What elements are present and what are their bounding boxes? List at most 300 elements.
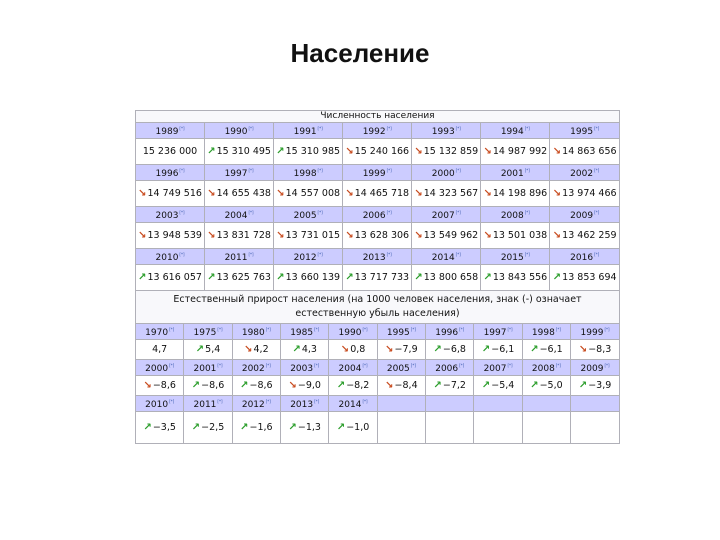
footnote-link[interactable]: [*]	[265, 327, 271, 332]
value-text: −7,9	[394, 344, 418, 355]
empty-cell	[426, 396, 474, 412]
footnote-link[interactable]: [*]	[169, 363, 175, 368]
year-label: 2001	[500, 169, 524, 179]
value-cell	[281, 412, 329, 444]
value-text: 15 240 166	[354, 146, 410, 157]
value-text: −7,2	[442, 380, 466, 391]
footnote-link[interactable]: [*]	[594, 126, 600, 131]
year-header-row	[136, 165, 620, 181]
value-cell	[232, 376, 280, 396]
value-text: −1,0	[346, 422, 370, 433]
year-label: 2004	[224, 211, 248, 221]
footnote-link[interactable]: [*]	[248, 210, 254, 215]
arrow-down-right-icon: ↘	[138, 188, 147, 199]
empty-cell	[426, 412, 474, 444]
value-cell	[412, 139, 481, 165]
year-label: 2003	[290, 364, 314, 374]
year-label: 1990	[338, 328, 362, 338]
year-cell	[343, 249, 412, 265]
year-cell	[136, 396, 184, 412]
footnote-link[interactable]: [*]	[248, 168, 254, 173]
year-cell	[550, 207, 620, 223]
year-label: 1995	[570, 127, 594, 137]
arrow-down-right-icon: ↘	[345, 188, 354, 199]
arrow-up-right-icon: ↗	[433, 344, 442, 355]
footnote-link[interactable]: [*]	[524, 210, 530, 215]
arrow-up-right-icon: ↗	[530, 380, 539, 391]
population-table	[135, 110, 620, 444]
value-cell	[274, 265, 343, 291]
year-label: 1993	[431, 127, 455, 137]
population-caption-row	[136, 111, 620, 123]
value-text: −5,4	[491, 380, 515, 391]
value-text: 4,7	[152, 344, 168, 355]
value-text: 13 660 139	[285, 272, 341, 283]
year-cell	[136, 165, 205, 181]
year-cell	[184, 396, 232, 412]
footnote-link[interactable]: [*]	[179, 210, 185, 215]
value-text: −8,3	[588, 344, 612, 355]
value-cell	[281, 340, 329, 360]
arrow-down-right-icon: ↘	[483, 188, 492, 199]
footnote-link[interactable]: [*]	[410, 363, 416, 368]
year-cell	[550, 249, 620, 265]
footnote-link[interactable]: [*]	[555, 363, 561, 368]
population-caption: Численность населения	[136, 111, 620, 123]
footnote-link[interactable]: [*]	[386, 210, 392, 215]
arrow-up-right-icon: ↗	[276, 272, 285, 283]
year-label: 2003	[155, 211, 179, 221]
empty-cell	[474, 396, 522, 412]
arrow-up-right-icon: ↗	[143, 422, 152, 433]
year-cell	[481, 207, 550, 223]
value-cell	[136, 223, 205, 249]
year-cell	[136, 324, 184, 340]
year-header-row	[136, 207, 620, 223]
year-cell	[481, 165, 550, 181]
value-cell	[343, 181, 412, 207]
footnote-link[interactable]: [*]	[362, 363, 368, 368]
year-header-row	[136, 249, 620, 265]
footnote-link[interactable]: [*]	[317, 252, 323, 257]
footnote-link[interactable]: [*]	[217, 327, 223, 332]
footnote-link[interactable]: [*]	[524, 252, 530, 257]
footnote-link[interactable]: [*]	[169, 327, 175, 332]
arrow-down-right-icon: ↘	[552, 188, 562, 199]
value-cell	[571, 376, 620, 396]
arrow-down-right-icon: ↘	[207, 188, 216, 199]
arrow-down-right-icon: ↘	[385, 380, 394, 391]
value-cell	[426, 340, 474, 360]
value-cell	[550, 139, 620, 165]
value-cell	[412, 265, 481, 291]
empty-cell	[571, 396, 620, 412]
year-label: 2008	[500, 211, 524, 221]
footnote-link[interactable]: [*]	[524, 168, 530, 173]
year-label: 2000	[431, 169, 455, 179]
year-label: 2009	[570, 211, 594, 221]
year-cell	[274, 249, 343, 265]
value-cell	[571, 340, 620, 360]
year-label: 2014	[431, 253, 455, 263]
year-label: 1991	[293, 127, 317, 137]
footnote-link[interactable]: [*]	[459, 327, 465, 332]
year-label: 1992	[362, 127, 386, 137]
value-cell	[232, 340, 280, 360]
year-label: 1994	[500, 127, 524, 137]
value-text: −5,0	[539, 380, 563, 391]
year-label: 2010	[155, 253, 179, 263]
value-text: −8,2	[346, 380, 370, 391]
value-cell	[184, 340, 232, 360]
year-cell	[281, 360, 329, 376]
footnote-link[interactable]: [*]	[179, 126, 185, 131]
value-cell	[343, 265, 412, 291]
arrow-down-right-icon: ↘	[143, 380, 152, 391]
footnote-link[interactable]: [*]	[455, 210, 461, 215]
arrow-down-right-icon: ↘	[244, 344, 253, 355]
value-cell	[205, 265, 274, 291]
arrow-down-right-icon: ↘	[276, 230, 285, 241]
footnote-link[interactable]: [*]	[265, 399, 271, 404]
year-cell	[474, 360, 522, 376]
year-label: 2007	[431, 211, 455, 221]
footnote-link[interactable]: [*]	[179, 252, 185, 257]
arrow-down-right-icon: ↘	[552, 146, 562, 157]
footnote-link[interactable]: [*]	[217, 363, 223, 368]
year-header-row	[136, 123, 620, 139]
year-cell	[481, 123, 550, 139]
value-cell	[274, 139, 343, 165]
arrow-up-right-icon: ↗	[552, 272, 562, 283]
arrow-down-right-icon: ↘	[414, 230, 423, 241]
year-label: 2006	[435, 364, 459, 374]
year-label: 1997	[483, 328, 507, 338]
value-text: −8,4	[394, 380, 418, 391]
arrow-up-right-icon: ↗	[195, 344, 205, 355]
year-cell	[329, 324, 377, 340]
arrow-down-right-icon: ↘	[552, 230, 562, 241]
value-cell	[136, 181, 205, 207]
footnote-link[interactable]: [*]	[507, 327, 513, 332]
value-text: 13 731 015	[285, 230, 341, 241]
year-cell	[481, 249, 550, 265]
footnote-link[interactable]: [*]	[455, 168, 461, 173]
value-row	[136, 223, 620, 249]
empty-cell	[474, 412, 522, 444]
footnote-link[interactable]: [*]	[455, 126, 461, 131]
arrow-down-right-icon: ↘	[138, 230, 147, 241]
arrow-up-right-icon: ↗	[288, 422, 297, 433]
value-text: 0,8	[350, 344, 366, 355]
value-cell	[136, 340, 184, 360]
footnote-link[interactable]: [*]	[217, 399, 223, 404]
value-cell	[343, 139, 412, 165]
natural-growth-caption-row	[136, 291, 620, 324]
arrow-up-right-icon: ↗	[240, 380, 249, 391]
arrow-down-right-icon: ↘	[385, 344, 394, 355]
value-cell	[136, 265, 205, 291]
arrow-down-right-icon: ↘	[288, 380, 297, 391]
year-label: 1980	[241, 328, 265, 338]
footnote-link[interactable]: [*]	[265, 363, 271, 368]
year-cell	[281, 396, 329, 412]
footnote-link[interactable]: [*]	[314, 327, 320, 332]
value-text: 13 853 694	[562, 272, 617, 283]
natural-growth-caption: Естественный прирост населения (на 1000 человек населения, знак (-) означает естественную убыль населения)	[136, 291, 620, 324]
year-cell	[274, 207, 343, 223]
arrow-up-right-icon: ↗	[292, 344, 301, 355]
year-label: 1996	[435, 328, 459, 338]
year-label: 1998	[531, 328, 555, 338]
footnote-link[interactable]: [*]	[169, 399, 175, 404]
year-label: 2009	[580, 364, 604, 374]
arrow-up-right-icon: ↗	[240, 422, 249, 433]
value-cell	[136, 412, 184, 444]
value-cell	[136, 376, 184, 396]
arrow-up-right-icon: ↗	[481, 380, 491, 391]
arrow-down-right-icon: ↘	[207, 230, 216, 241]
value-cell	[205, 139, 274, 165]
value-text: 14 987 992	[492, 146, 548, 157]
value-row	[136, 181, 620, 207]
footnote-link[interactable]: [*]	[507, 363, 513, 368]
value-cell	[184, 412, 232, 444]
value-cell	[426, 376, 474, 396]
year-label: 2005	[386, 364, 410, 374]
footnote-link[interactable]: [*]	[362, 327, 368, 332]
arrow-down-right-icon: ↘	[340, 344, 350, 355]
footnote-link[interactable]: [*]	[604, 327, 610, 332]
year-cell	[184, 360, 232, 376]
value-cell	[550, 181, 620, 207]
value-text: 13 717 733	[354, 272, 410, 283]
value-cell	[412, 181, 481, 207]
value-text: −6,1	[539, 344, 563, 355]
year-label: 1999	[362, 169, 386, 179]
year-cell	[281, 324, 329, 340]
value-text: 15 310 985	[285, 146, 341, 157]
year-label: 2014	[338, 400, 362, 410]
year-cell	[550, 165, 620, 181]
value-cell	[522, 340, 570, 360]
arrow-up-right-icon: ↗	[414, 272, 423, 283]
year-cell	[571, 360, 620, 376]
value-cell	[329, 340, 377, 360]
footnote-link[interactable]: [*]	[317, 210, 323, 215]
value-text: −3,9	[588, 380, 612, 391]
value-text: 13 625 763	[216, 272, 271, 283]
footnote-link[interactable]: [*]	[410, 327, 416, 332]
year-label: 2007	[483, 364, 507, 374]
year-cell	[232, 396, 280, 412]
arrow-down-right-icon: ↘	[345, 146, 354, 157]
year-cell	[343, 123, 412, 139]
arrow-down-right-icon: ↘	[276, 188, 285, 199]
year-header-row	[136, 396, 620, 412]
arrow-down-right-icon: ↘	[483, 146, 492, 157]
value-cell	[481, 139, 550, 165]
arrow-down-right-icon: ↘	[414, 188, 423, 199]
year-cell	[205, 123, 274, 139]
footnote-link[interactable]: [*]	[314, 399, 320, 404]
year-label: 1995	[386, 328, 410, 338]
page-title: Население	[290, 38, 430, 68]
empty-cell	[571, 412, 620, 444]
value-cell	[329, 412, 377, 444]
value-cell	[474, 376, 522, 396]
footnote-link[interactable]: [*]	[248, 252, 254, 257]
year-cell	[343, 165, 412, 181]
value-row	[136, 340, 620, 360]
year-label: 2013	[290, 400, 314, 410]
year-label: 2015	[500, 253, 524, 263]
arrow-up-right-icon: ↗	[207, 272, 216, 283]
footnote-link[interactable]: [*]	[455, 252, 461, 257]
year-label: 2005	[293, 211, 317, 221]
footnote-link[interactable]: [*]	[386, 126, 392, 131]
value-text: −8,6	[152, 380, 176, 391]
year-label: 1999	[580, 328, 604, 338]
year-cell	[522, 324, 570, 340]
year-cell	[232, 360, 280, 376]
arrow-up-right-icon: ↗	[483, 272, 492, 283]
year-cell	[426, 324, 474, 340]
year-label: 1970	[145, 328, 169, 338]
value-text: 13 843 556	[492, 272, 548, 283]
value-text: 13 831 728	[216, 230, 271, 241]
arrow-up-right-icon: ↗	[578, 380, 588, 391]
year-label: 2004	[338, 364, 362, 374]
footnote-link[interactable]: [*]	[594, 252, 600, 257]
value-cell	[481, 223, 550, 249]
value-cell	[377, 376, 425, 396]
footnote-link[interactable]: [*]	[314, 363, 320, 368]
value-cell	[184, 376, 232, 396]
arrow-up-right-icon: ↗	[191, 422, 201, 433]
value-text: 14 198 896	[492, 188, 548, 199]
empty-cell	[522, 396, 570, 412]
footnote-link[interactable]: [*]	[179, 168, 185, 173]
value-row	[136, 376, 620, 396]
arrow-down-right-icon: ↘	[483, 230, 492, 241]
value-text: 15 310 495	[216, 146, 271, 157]
value-text: 14 749 516	[147, 188, 202, 199]
year-cell	[412, 165, 481, 181]
year-cell	[412, 249, 481, 265]
arrow-down-right-icon: ↘	[414, 146, 423, 157]
arrow-up-right-icon: ↗	[207, 146, 216, 157]
footnote-link[interactable]: [*]	[317, 168, 323, 173]
value-text: 14 655 438	[216, 188, 271, 199]
year-label: 1975	[193, 328, 217, 338]
value-text: 13 616 057	[147, 272, 202, 283]
year-cell	[329, 396, 377, 412]
year-label: 2016	[570, 253, 594, 263]
year-cell	[136, 249, 205, 265]
value-text: −1,3	[297, 422, 321, 433]
value-cell	[205, 223, 274, 249]
value-text: 4,3	[301, 344, 317, 355]
empty-cell	[377, 412, 425, 444]
footnote-link[interactable]: [*]	[248, 126, 254, 131]
value-cell	[205, 181, 274, 207]
footnote-link[interactable]: [*]	[362, 399, 368, 404]
value-text: 14 323 567	[423, 188, 479, 199]
year-label: 1997	[224, 169, 248, 179]
year-label: 2012	[293, 253, 317, 263]
value-text: −8,6	[249, 380, 273, 391]
value-text: 15 132 859	[423, 146, 479, 157]
arrow-up-right-icon: ↗	[433, 380, 442, 391]
footnote-link[interactable]: [*]	[386, 252, 392, 257]
value-cell	[232, 412, 280, 444]
value-cell	[412, 223, 481, 249]
value-text: 14 557 008	[285, 188, 341, 199]
footnote-link[interactable]: [*]	[524, 126, 530, 131]
value-cell	[481, 181, 550, 207]
arrow-up-right-icon: ↗	[481, 344, 491, 355]
value-cell	[274, 223, 343, 249]
year-cell	[426, 360, 474, 376]
footnote-link[interactable]: [*]	[594, 210, 600, 215]
footnote-link[interactable]: [*]	[594, 168, 600, 173]
value-text: 13 462 259	[562, 230, 617, 241]
year-cell	[274, 123, 343, 139]
value-text: 15 236 000	[142, 146, 198, 157]
value-cell	[274, 181, 343, 207]
year-cell	[377, 324, 425, 340]
footnote-link[interactable]: [*]	[604, 363, 610, 368]
value-cell	[329, 376, 377, 396]
value-text: −2,5	[201, 422, 225, 433]
footnote-link[interactable]: [*]	[555, 327, 561, 332]
value-text: 13 974 466	[562, 188, 617, 199]
value-text: 13 800 658	[423, 272, 479, 283]
value-text: −6,8	[442, 344, 466, 355]
value-text: 4,2	[253, 344, 269, 355]
year-label: 2011	[224, 253, 248, 263]
year-header-row	[136, 324, 620, 340]
value-cell	[474, 340, 522, 360]
year-cell	[274, 165, 343, 181]
value-row	[136, 265, 620, 291]
year-label: 2012	[241, 400, 265, 410]
value-text: −3,5	[152, 422, 176, 433]
year-label: 1990	[224, 127, 248, 137]
arrow-up-right-icon: ↗	[276, 146, 285, 157]
year-label: 1996	[155, 169, 179, 179]
footnote-link[interactable]: [*]	[317, 126, 323, 131]
year-cell	[474, 324, 522, 340]
value-row	[136, 412, 620, 444]
year-cell	[550, 123, 620, 139]
year-label: 1989	[155, 127, 179, 137]
year-cell	[136, 207, 205, 223]
value-text: −6,1	[491, 344, 515, 355]
year-cell	[412, 207, 481, 223]
year-label: 2010	[145, 400, 169, 410]
value-text: 13 948 539	[147, 230, 202, 241]
value-cell	[481, 265, 550, 291]
footnote-link[interactable]: [*]	[386, 168, 392, 173]
year-cell	[377, 360, 425, 376]
footnote-link[interactable]: [*]	[459, 363, 465, 368]
arrow-up-right-icon: ↗	[336, 380, 346, 391]
arrow-up-right-icon: ↗	[345, 272, 354, 283]
year-cell	[184, 324, 232, 340]
year-cell	[205, 249, 274, 265]
